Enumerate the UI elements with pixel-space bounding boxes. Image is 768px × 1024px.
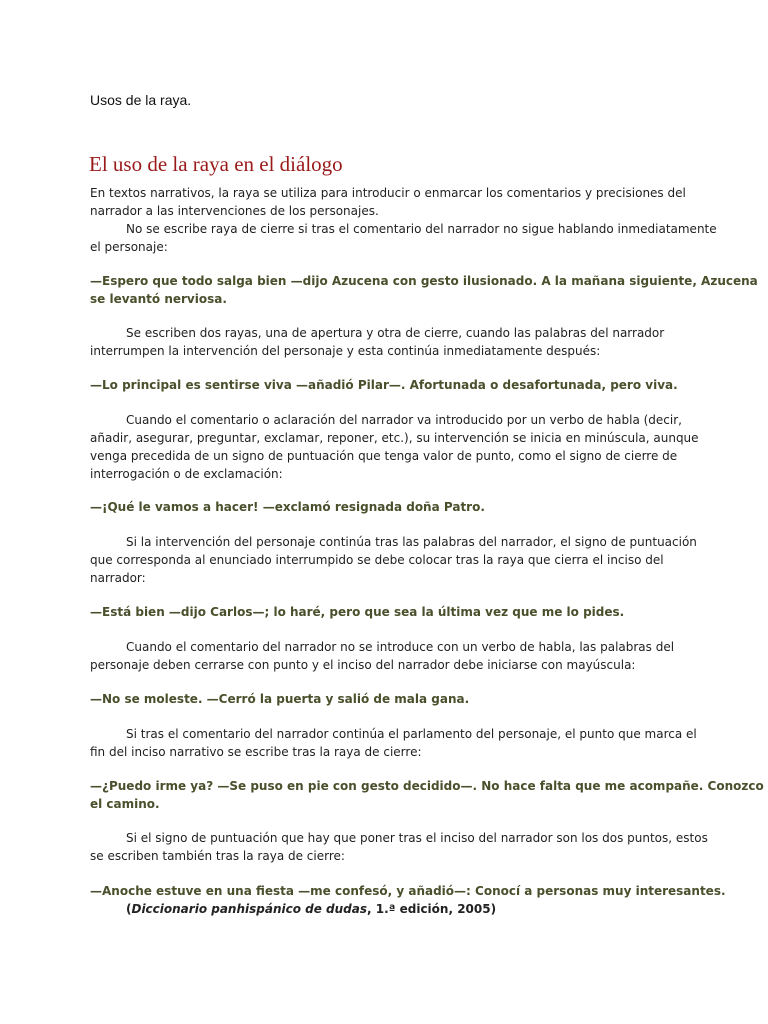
rule-paragraph-7 xyxy=(90,829,708,865)
text-line: interrogación o de exclamación: xyxy=(90,467,283,481)
example-line: —¿Puedo irme ya? —Se puso en pie con gesto decidido—. No hace falta que me acompañe. Conozco xyxy=(90,779,764,793)
example-line: —Está bien —dijo Carlos—; lo haré, pero que sea la última vez que me lo pides. xyxy=(90,605,625,619)
rule-paragraph-4 xyxy=(90,533,697,587)
text-line: Si tras el comentario del narrador continúa el parlamento del personaje, el punto que marca el xyxy=(126,727,697,741)
text-line: fin del inciso narrativo se escribe tras la raya de cierre: xyxy=(90,745,422,759)
example-7 xyxy=(90,882,726,900)
text-line: personaje deben cerrarse con punto y el inciso del narrador debe iniciarse con mayúscula: xyxy=(90,658,636,672)
rule-paragraph-5 xyxy=(90,638,690,674)
text-line: Cuando el comentario del narrador no se introduce con un verbo de habla, las palabras del xyxy=(126,640,675,654)
example-5 xyxy=(90,690,690,708)
text-line: Si la intervención del personaje continúa tras las palabras del narrador, el signo de puntuación xyxy=(126,535,697,549)
rule-paragraph-6 xyxy=(90,725,697,761)
text-line: añadir, asegurar, preguntar, exclamar, reponer, etc.), su intervención se inicia en minúscula, aunque xyxy=(90,431,699,445)
rule-paragraph-3 xyxy=(90,411,699,483)
citation-title: Diccionario panhispánico de dudas xyxy=(131,902,368,916)
document-title: Usos de la raya. xyxy=(90,92,192,108)
text-line: Se escriben dos rayas, una de apertura y otra de cierre, cuando las palabras del narrador xyxy=(126,326,665,340)
text-line: Cuando el comentario o aclaración del narrador va introducido por un verbo de habla (decir, xyxy=(126,413,682,427)
example-line: —Lo principal es sentirse viva —añadió Pilar—. Afortunada o desafortunada, pero viva. xyxy=(90,378,678,392)
text-line: Si el signo de puntuación que hay que poner tras el inciso del narrador son los dos puntos, estos xyxy=(126,831,708,845)
citation-rest: , 1.ª edición, 2005) xyxy=(367,902,497,916)
text-line: interrumpen la intervención del personaje y esta continúa inmediatamente después: xyxy=(90,344,601,358)
example-line: —No se moleste. —Cerró la puerta y salió de mala gana. xyxy=(90,692,470,706)
example-3 xyxy=(90,498,690,516)
example-line: —Espero que todo salga bien —dijo Azucena con gesto ilusionado. A la mañana siguiente, Azucena xyxy=(90,274,758,288)
example-line: —¡Qué le vamos a hacer! —exclamó resignada doña Patro. xyxy=(90,500,485,514)
intro-paragraph xyxy=(90,184,717,256)
citation-open: ( xyxy=(126,902,132,916)
example-4 xyxy=(90,603,690,621)
text-line: narrador: xyxy=(90,571,146,585)
example-line: el camino. xyxy=(90,797,160,811)
text-line: En textos narrativos, la raya se utiliza para introducir o enmarcar los comentarios y precisiones del xyxy=(90,186,686,200)
example-line: se levantó nerviosa. xyxy=(90,292,227,306)
text-line: que corresponda al enunciado interrumpido se debe colocar tras la raya que cierra el inciso del xyxy=(90,553,664,567)
text-line: narrador a las intervenciones de los personajes. xyxy=(90,204,379,218)
section-heading: El uso de la raya en el diálogo xyxy=(89,152,343,176)
example-2 xyxy=(90,376,690,394)
example-1 xyxy=(90,272,758,308)
rule-paragraph-2 xyxy=(90,324,690,360)
text-line: venga precedida de un signo de puntuación que tenga valor de punto, como el signo de cierre de xyxy=(90,449,678,463)
text-line: No se escribe raya de cierre si tras el comentario del narrador no sigue hablando inmediatamente xyxy=(126,222,717,236)
example-6 xyxy=(90,777,764,813)
text-line: se escriben también tras la raya de cierre: xyxy=(90,849,345,863)
example-line: —Anoche estuve en una fiesta —me confesó, y añadió—: Conocí a personas muy interesantes. xyxy=(90,884,726,898)
source-citation xyxy=(126,900,496,918)
text-line: el personaje: xyxy=(90,240,168,254)
